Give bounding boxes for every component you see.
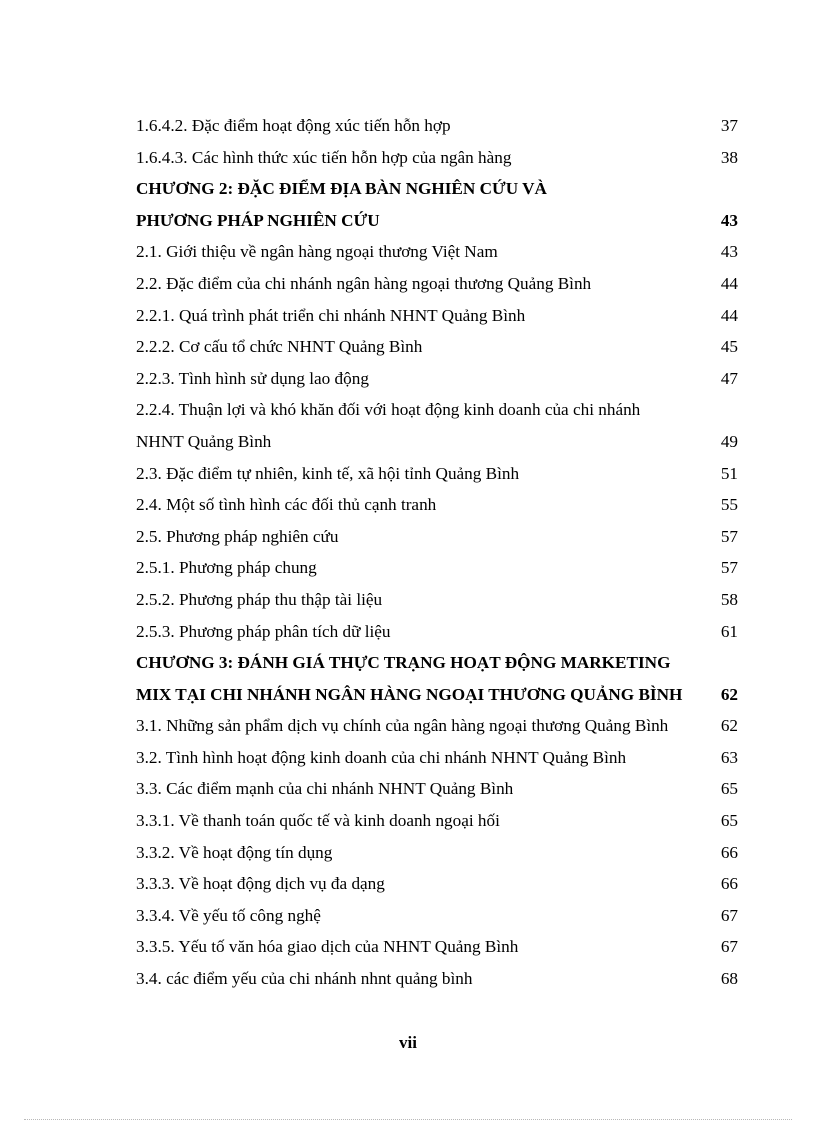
toc-entry [136, 584, 738, 616]
toc-entry-page: 62 [720, 716, 738, 736]
toc-entry-title: 3.3.5. Yếu tố văn hóa giao dịch của NHNT Quảng Bình [136, 937, 519, 957]
toc-entry [136, 489, 738, 521]
toc-entry-page: 67 [720, 905, 738, 925]
toc-entry [136, 616, 738, 648]
toc-entry-page: 55 [720, 495, 738, 515]
toc-entry-title: 2.2.3. Tình hình sử dụng lao động [136, 368, 369, 388]
toc-entry [136, 710, 738, 742]
toc-entry-page: 51 [720, 463, 738, 483]
toc-entry-title: CHƯƠNG 2: ĐẶC ĐIỂM ĐỊA BÀN NGHIÊN CỨU VÀ [136, 179, 547, 199]
toc-entry-page: 43 [720, 210, 738, 230]
toc-entry [136, 142, 738, 174]
toc-entry [136, 110, 738, 142]
toc-entry-page: 37 [720, 116, 738, 135]
toc-entry-page: 45 [720, 337, 738, 357]
toc-entry-page: 47 [720, 368, 738, 388]
toc-entry [136, 458, 738, 490]
toc-entry [136, 268, 738, 300]
toc-entry [136, 236, 738, 268]
toc-entry [136, 552, 738, 584]
toc-entry [136, 300, 738, 332]
toc-entry-title: 3.4. các điểm yếu của chi nhánh nhnt quảng bình [136, 969, 473, 989]
toc-entry-title: 3.3.3. Về hoạt động dịch vụ đa dạng [136, 874, 385, 894]
toc-entry-title: NHNT Quảng Bình [136, 431, 272, 451]
toc-entry-title: 1.6.4.3. Các hình thức xúc tiến hỗn hợp của ngân hàng [136, 147, 512, 167]
toc-entry-title: 2.5. Phương pháp nghiên cứu [136, 526, 339, 546]
toc-entry [136, 868, 738, 900]
toc-entry-title: 2.1. Giới thiệu về ngân hàng ngoại thương Việt Nam [136, 242, 498, 262]
toc-entry [136, 426, 738, 458]
page-bottom-dotted-line [24, 1119, 792, 1120]
toc-entry-title: 1.6.4.2. Đặc điểm hoạt động xúc tiến hỗn hợp [136, 116, 451, 135]
toc-entry-title: 2.3. Đặc điểm tự nhiên, kinh tế, xã hội tỉnh Quảng Bình [136, 463, 520, 483]
toc-entry-page: 63 [720, 747, 738, 767]
toc-entry-title: 2.5.2. Phương pháp thu thập tài liệu [136, 589, 383, 609]
toc-entry [136, 963, 738, 995]
toc-entry-page: 66 [720, 874, 738, 894]
toc-entry-title: 3.2. Tình hình hoạt động kinh doanh của chi nhánh NHNT Quảng Bình [136, 747, 627, 767]
toc-entry [136, 900, 738, 932]
toc-entry-page: 44 [720, 273, 738, 293]
toc-entry [136, 331, 738, 363]
toc-entry-page: 62 [720, 684, 738, 704]
toc-entry-title: 3.3.1. Về thanh toán quốc tế và kinh doanh ngoại hối [136, 811, 500, 831]
toc-entry-title: 3.3.2. Về hoạt động tín dụng [136, 842, 333, 862]
toc-entry-title: 2.2.4. Thuận lợi và khó khăn đối với hoạt động kinh doanh của chi nhánh [136, 400, 641, 420]
toc-entry [136, 805, 738, 837]
toc-chapter-heading [136, 173, 738, 205]
toc-entry-title: 2.4. Một số tình hình các đối thủ cạnh tranh [136, 495, 437, 515]
toc-entry-page: 61 [720, 621, 738, 641]
page-number: vii [399, 1033, 417, 1052]
toc-entry-page: 44 [720, 305, 738, 325]
toc-entry [136, 837, 738, 869]
toc-entry-page: 43 [720, 242, 738, 262]
toc-entry-page: 49 [720, 431, 738, 451]
toc-entry-title: 2.2. Đặc điểm của chi nhánh ngân hàng ngoại thương Quảng Bình [136, 273, 592, 293]
toc-entry-page: 58 [720, 589, 738, 609]
toc-entry-page: 66 [720, 842, 738, 862]
toc-entry-title: 3.1. Những sản phẩm dịch vụ chính của ngân hàng ngoại thương Quảng Bình [136, 716, 669, 736]
toc-entry-page: 38 [720, 147, 738, 167]
toc-entry-page: 65 [720, 811, 738, 831]
toc-entry-page: 68 [720, 969, 738, 989]
toc-entry-page: 65 [720, 779, 738, 799]
toc-chapter-heading [136, 647, 738, 679]
toc-entry-title: 3.3.4. Về yếu tố công nghệ [136, 905, 321, 925]
toc-entry-title: 2.5.1. Phương pháp chung [136, 558, 317, 578]
toc-entry [136, 394, 738, 426]
toc-chapter-heading [136, 679, 738, 711]
toc-entry-title: PHƯƠNG PHÁP NGHIÊN CỨU [136, 210, 380, 230]
toc-entry-page: 57 [720, 558, 738, 578]
toc-entry-title: 3.3. Các điểm mạnh của chi nhánh NHNT Quảng Bình [136, 779, 514, 799]
toc-entry-title: 2.2.1. Quá trình phát triển chi nhánh NHNT Quảng Bình [136, 305, 526, 325]
toc-entry-title: MIX TẠI CHI NHÁNH NGÂN HÀNG NGOẠI THƯƠNG QUẢNG BÌNH [136, 684, 683, 704]
toc-entry-page: 57 [720, 526, 738, 546]
toc-entry [136, 773, 738, 805]
toc-chapter-heading [136, 205, 738, 237]
toc-entry [136, 521, 738, 553]
toc-entry [136, 931, 738, 963]
toc-entry-title: 2.2.2. Cơ cấu tổ chức NHNT Quảng Bình [136, 337, 423, 357]
table-of-contents [136, 110, 738, 995]
toc-entry [136, 742, 738, 774]
toc-entry [136, 363, 738, 395]
toc-entry-title: 2.5.3. Phương pháp phân tích dữ liệu [136, 621, 391, 641]
toc-entry-title: CHƯƠNG 3: ĐÁNH GIÁ THỰC TRẠNG HOẠT ĐỘNG MARKETING [136, 653, 671, 673]
toc-entry-page: 67 [720, 937, 738, 957]
